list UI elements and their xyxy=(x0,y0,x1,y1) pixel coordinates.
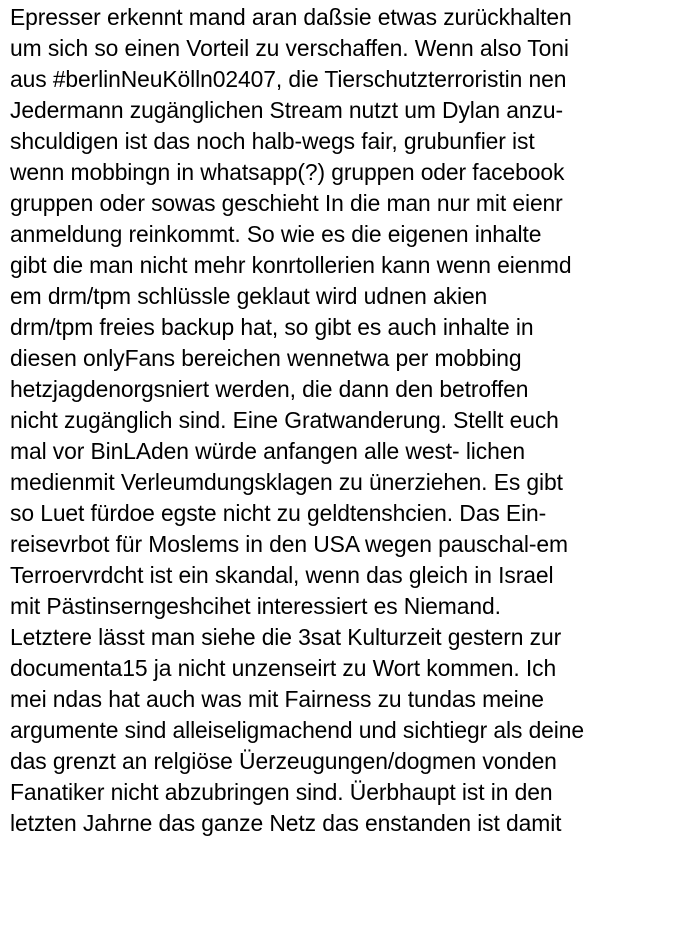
text-line-11: drm/tpm freies backup hat, so gibt es auch inhalte in xyxy=(10,314,534,340)
text-line-8: anmeldung reinkommt. So wie es die eigenen inhalte xyxy=(10,221,542,247)
text-line-20: mit Pästinserngeshcihet interessiert es Niemand. xyxy=(10,593,501,619)
text-line-25: das grenzt an relgiöse Üerzeugungen/dogmen vonden xyxy=(10,748,557,774)
body-text xyxy=(10,2,684,839)
text-line-4: Jedermann zugänglichen Stream nutzt um Dylan anzu- xyxy=(10,97,563,123)
text-line-27: letzten Jahrne das ganze Netz das enstanden ist damit xyxy=(10,810,562,836)
text-line-10: em drm/tpm schlüssle geklaut wird udnen akien xyxy=(10,283,488,309)
text-line-17: so Luet fürdoe egste nicht zu geldtenshcien. Das Ein- xyxy=(10,500,547,526)
text-line-3: aus #berlinNeuKölln02407, die Tierschutzterroristin nen xyxy=(10,66,567,92)
text-line-22: documenta15 ja nicht unzenseirt zu Wort kommen. Ich xyxy=(10,655,557,681)
text-line-14: nicht zugänglich sind. Eine Gratwanderung. Stellt euch xyxy=(10,407,559,433)
text-line-26: Fanatiker nicht abzubringen sind. Üerbhaupt ist in den xyxy=(10,779,553,805)
text-line-9: gibt die man nicht mehr konrtollerien kann wenn eienmd xyxy=(10,252,572,278)
text-line-21: Letztere lässt man siehe die 3sat Kulturzeit gestern zur xyxy=(10,624,562,650)
text-line-19: Terroervrdcht ist ein skandal, wenn das gleich in Israel xyxy=(10,562,554,588)
text-line-7: gruppen oder sowas geschieht In die man nur mit eienr xyxy=(10,190,563,216)
text-line-12: diesen onlyFans bereichen wennetwa per mobbing xyxy=(10,345,522,371)
text-line-6: wenn mobbingn in whatsapp(?) gruppen oder facebook xyxy=(10,159,565,185)
text-line-16: medienmit Verleumdungsklagen zu ünerziehen. Es gibt xyxy=(10,469,563,495)
text-line-5: shculdigen ist das noch halb-wegs fair, grubunfier ist xyxy=(10,128,535,154)
text-line-23: mei ndas hat auch was mit Fairness zu tundas meine xyxy=(10,686,544,712)
text-line-18: reisevrbot für Moslems in den USA wegen pauschal-em xyxy=(10,531,568,557)
text-line-13: hetzjagdenorgsniert werden, die dann den betroffen xyxy=(10,376,529,402)
text-line-15: mal vor BinLAden würde anfangen alle west- lichen xyxy=(10,438,525,464)
text-line-24: argumente sind alleiseligmachend und sichtiegr als deine xyxy=(10,717,585,743)
text-line-1: Epresser erkennt mand aran daßsie etwas zurückhalten xyxy=(10,4,572,30)
text-line-2: um sich so einen Vorteil zu verschaffen. Wenn also Toni xyxy=(10,35,569,61)
